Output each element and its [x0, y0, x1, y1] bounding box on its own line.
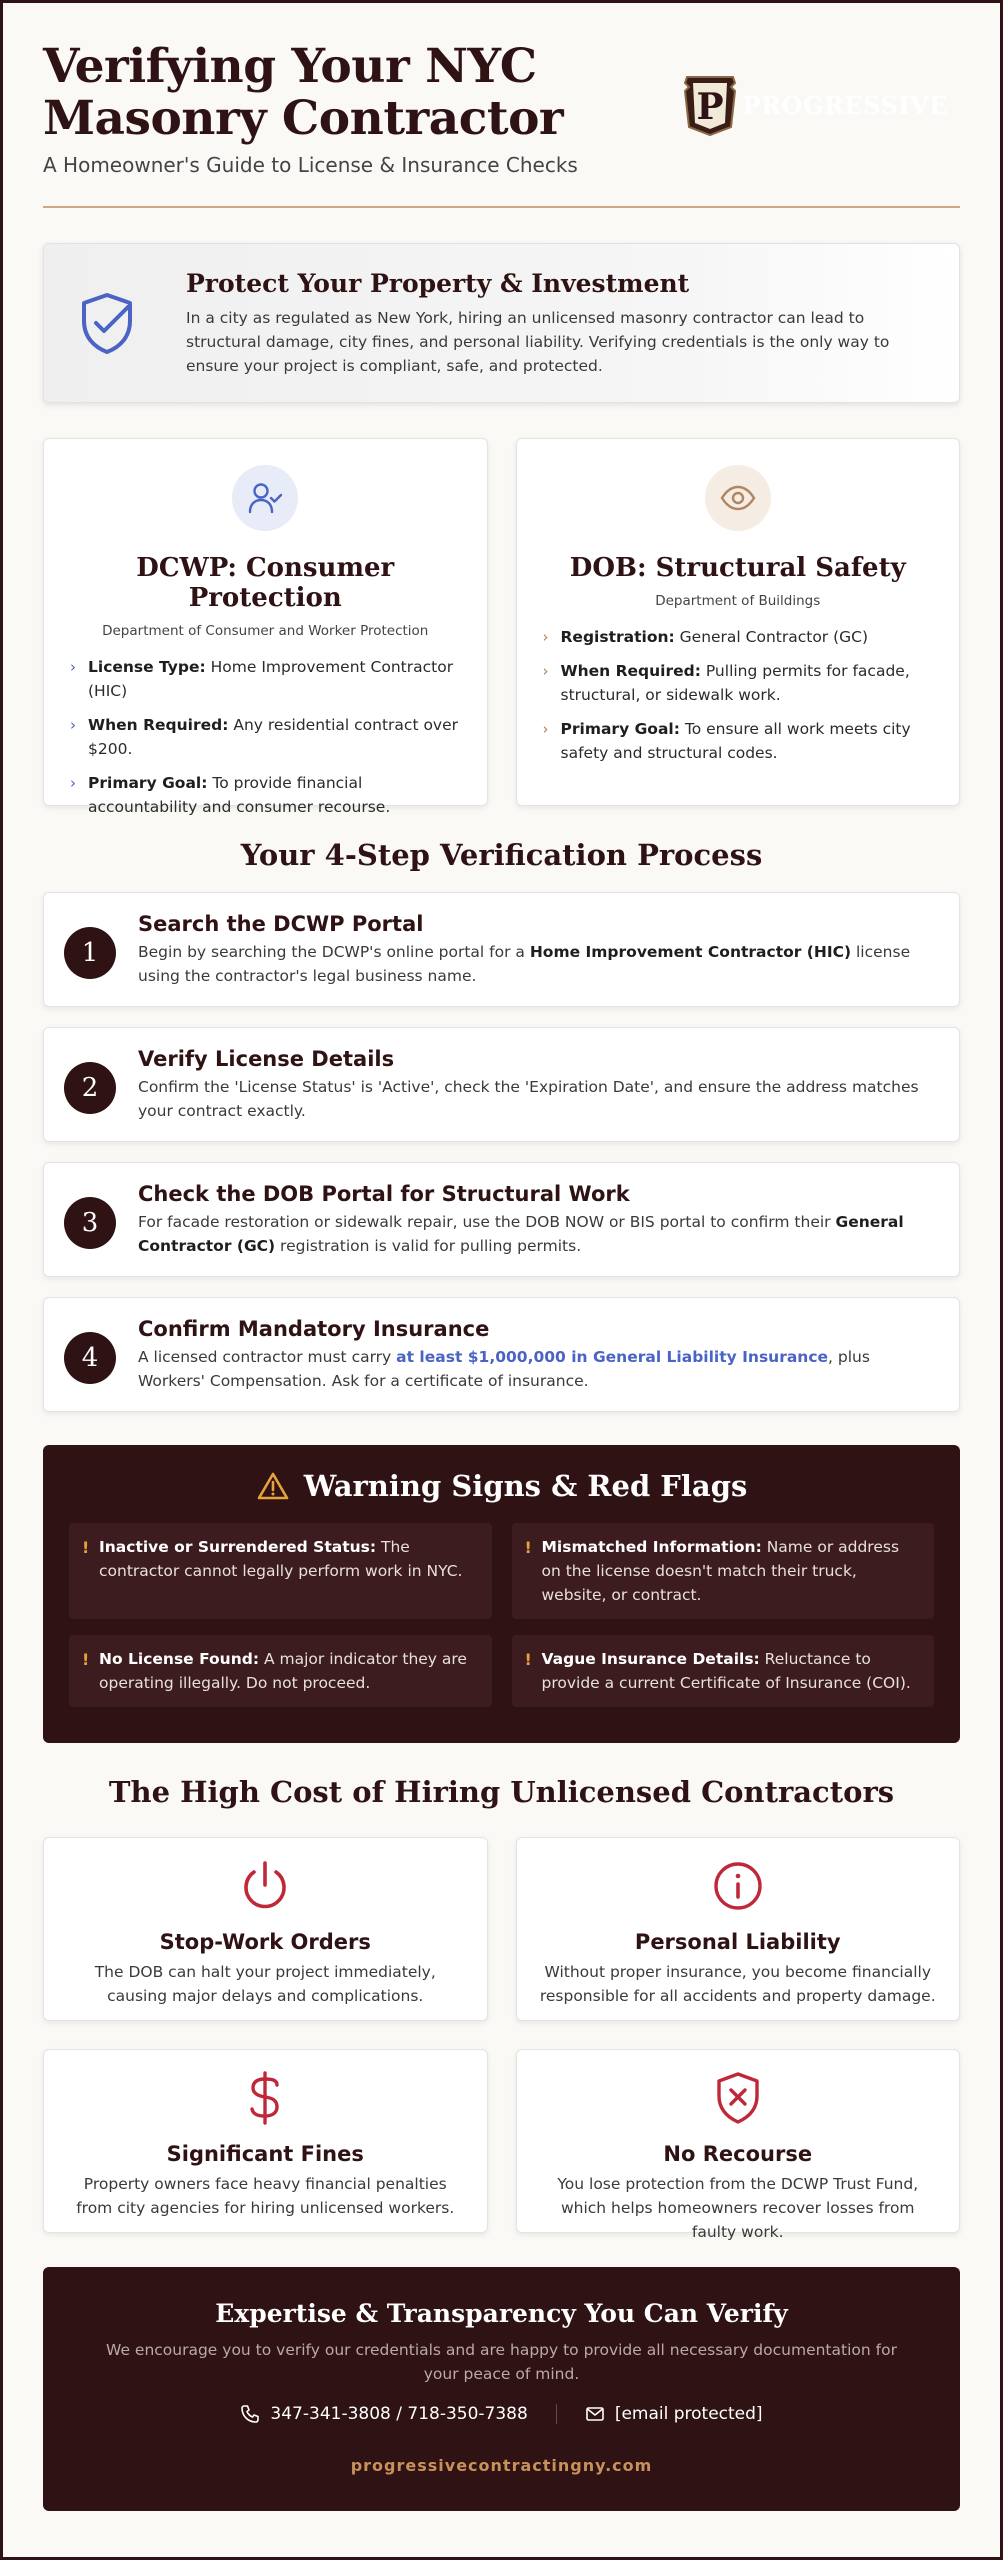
power-icon: [239, 1858, 291, 1914]
cost-text: Without proper insurance, you become financially responsible for all accidents and property damage.: [539, 1963, 936, 2005]
step-text-pre: For facade restoration or sidewalk repair, use the DOB NOW or BIS portal to confirm their: [138, 1212, 836, 1231]
exclamation-icon: !: [524, 1650, 532, 1669]
title-line-1: Verifying Your NYC: [43, 39, 537, 94]
step-text-post: , plus Workers' Compensation. Ask for a certificate of insurance.: [138, 1347, 870, 1390]
svg-text:P: P: [696, 86, 724, 128]
agency-dept: Department of Consumer and Worker Protection: [102, 623, 429, 639]
agency-title: DOB: Structural Safety: [569, 553, 906, 583]
agency-title: DCWP: Consumer Protection: [136, 553, 395, 613]
list-item: [68, 771, 463, 819]
step-text-bold: General Contractor (GC): [138, 1212, 904, 1255]
step-text: [138, 1345, 935, 1393]
cost-title: Personal Liability: [634, 1930, 841, 1954]
item-text: To ensure all work meets city safety and structural codes.: [560, 720, 911, 762]
steps-title: Your 4-Step Verification Process: [240, 838, 763, 872]
shield-check-icon: [78, 291, 136, 355]
chevron-right-icon: ›: [70, 658, 76, 676]
phone-icon: [240, 2404, 260, 2424]
flag-label: Mismatched Information:: [541, 1538, 762, 1556]
item-label: Primary Goal:: [88, 774, 208, 792]
flag-text: Reluctance to provide a current Certificate of Insurance (COI).: [541, 1650, 911, 1692]
list-item: [541, 659, 936, 707]
cost-text: The DOB can halt your project immediately, causing major delays and complications.: [94, 1963, 436, 2005]
warning-triangle-icon: [256, 1471, 290, 1501]
cost-title: No Recourse: [663, 2142, 813, 2166]
company-logo[interactable]: [681, 73, 948, 137]
warning-title-text: Warning Signs & Red Flags: [303, 1469, 748, 1503]
cost-card-liability: [516, 1837, 961, 2021]
step-text: [138, 1075, 935, 1123]
agency-card-dcwp: [43, 438, 488, 816]
flag-label: Inactive or Surrendered Status:: [99, 1538, 377, 1556]
chevron-right-icon: ›: [542, 628, 549, 646]
flag-label: No License Found:: [99, 1650, 260, 1668]
chevron-right-icon: ›: [542, 720, 549, 738]
step-text-highlight: at least $1,000,000 in General Liability Insurance: [396, 1347, 829, 1366]
costs-title: The High Cost of Hiring Unlicensed Contractors: [108, 1775, 895, 1809]
phone-text: 347-341-3808 / 718-350-7388: [270, 2404, 528, 2424]
flag-label: Vague Insurance Details:: [541, 1650, 760, 1668]
item-text: General Contractor (GC): [679, 628, 869, 646]
item-label: When Required:: [560, 662, 701, 680]
email-link[interactable]: [585, 2404, 763, 2424]
red-flag-item: [512, 1523, 935, 1619]
step-text-pre: A licensed contractor must carry: [138, 1347, 397, 1366]
flag-text: The contractor cannot legally perform work in NYC.: [99, 1538, 463, 1580]
step-title: Confirm Mandatory Insurance: [138, 1316, 490, 1341]
eye-icon-circle: [705, 465, 771, 531]
exclamation-icon: !: [524, 1538, 532, 1557]
step-text-post: license using the contractor's legal business name.: [138, 942, 911, 985]
step-text-bold: Home Improvement Contractor (HIC): [529, 942, 852, 961]
warning-title: [69, 1469, 934, 1503]
email-text: [email protected]: [614, 2404, 763, 2424]
cost-card-no-recourse: [516, 2049, 961, 2241]
agency-details-list: [68, 655, 463, 819]
red-flag-item: [69, 1635, 492, 1707]
cost-text: You lose protection from the DCWP Trust Fund, which helps homeowners recover losses from faulty work.: [557, 2175, 919, 2241]
warning-section: [43, 1445, 960, 1743]
envelope-icon: [585, 2405, 605, 2423]
user-check-icon-circle: [232, 465, 298, 531]
step-number: 4: [64, 1332, 116, 1384]
item-label: Registration:: [560, 628, 675, 646]
step-card-4: [43, 1297, 960, 1412]
item-text: Any residential contract over $200.: [88, 716, 459, 758]
logo-text: PROGRESSIVE: [742, 90, 948, 120]
cost-title: Stop-Work Orders: [159, 1930, 371, 1954]
flag-text: A major indicator they are operating illegally. Do not proceed.: [99, 1650, 467, 1692]
step-number: 1: [64, 927, 116, 979]
step-number: 3: [64, 1197, 116, 1249]
chevron-right-icon: ›: [70, 774, 76, 792]
website-link[interactable]: progressivecontractingny.com: [350, 2456, 653, 2475]
item-text: Pulling permits for facade, structural, or sidewalk work.: [560, 662, 910, 704]
red-flag-grid: [69, 1523, 934, 1707]
list-item: [541, 625, 936, 649]
red-flag-item: [69, 1523, 492, 1619]
step-title: Search the DCWP Portal: [138, 911, 424, 936]
footer-desc: We encourage you to verify our credentials and are happy to provide all necessary documentation for your peace of mind.: [106, 2341, 897, 2383]
item-label: Primary Goal:: [560, 720, 680, 738]
step-number: 2: [64, 1062, 116, 1114]
protect-title: Protect Your Property & Investment: [186, 268, 690, 298]
agency-card-dob: [516, 438, 961, 806]
phone-link[interactable]: [240, 2404, 527, 2424]
step-text: [138, 940, 935, 988]
agency-dept: Department of Buildings: [655, 593, 821, 609]
step-card-2: [43, 1027, 960, 1142]
item-text: Home Improvement Contractor (HIC): [88, 658, 454, 700]
exclamation-icon: !: [82, 1650, 90, 1669]
header-divider: [43, 206, 960, 208]
eye-icon: [719, 479, 757, 517]
logo-badge-icon: [681, 73, 739, 137]
contact-row: [43, 2404, 960, 2424]
cost-title: Significant Fines: [166, 2142, 364, 2166]
list-item: [68, 713, 463, 761]
list-item: [68, 655, 463, 703]
list-item: [541, 717, 936, 765]
page: [3, 3, 1000, 2557]
page-subtitle: A Homeowner's Guide to License & Insurance Checks: [43, 153, 578, 177]
step-text-pre: Confirm the 'License Status' is 'Active', check the 'Expiration Date', and ensure the address matches your contract exactly.: [138, 1077, 919, 1120]
user-check-icon: [246, 479, 284, 517]
agency-cards: [43, 438, 960, 816]
cost-card-fines: [43, 2049, 488, 2233]
header: [43, 3, 960, 208]
cost-cards: [43, 1837, 960, 2241]
shield-x-icon: [715, 2071, 761, 2125]
item-label: When Required:: [88, 716, 229, 734]
dollar-icon: [245, 2070, 285, 2126]
step-text-post: registration is valid for pulling permits.: [275, 1236, 582, 1255]
footer-cta: [43, 2267, 960, 2511]
info-circle-icon: [712, 1860, 764, 1912]
contact-divider: [556, 2404, 557, 2424]
item-label: License Type:: [88, 658, 206, 676]
exclamation-icon: !: [82, 1538, 90, 1557]
chevron-right-icon: ›: [542, 662, 549, 680]
cost-text: Property owners face heavy financial penalties from city agencies for hiring unlicensed workers.: [76, 2175, 455, 2217]
footer-title: Expertise & Transparency You Can Verify: [215, 2299, 788, 2328]
step-title: Verify License Details: [138, 1046, 395, 1071]
chevron-right-icon: ›: [70, 716, 76, 734]
step-title: Check the DOB Portal for Structural Work: [138, 1181, 630, 1206]
protect-text: In a city as regulated as New York, hiring an unlicensed masonry contractor can lead to structural damage, city fines, and personal liability. Verifying credentials is the only way to ensure your project is compliant, safe, and protected.: [186, 308, 890, 375]
agency-details-list: [541, 625, 936, 765]
flag-text: Name or address on the license doesn't match their truck, website, or contract.: [541, 1538, 900, 1604]
protect-callout: [43, 243, 960, 403]
item-text: To provide financial accountability and consumer recourse.: [88, 774, 391, 816]
red-flag-item: [512, 1635, 935, 1707]
step-text-pre: Begin by searching the DCWP's online portal for a: [138, 942, 530, 961]
step-card-1: [43, 892, 960, 1007]
cost-card-stop-work: [43, 1837, 488, 2021]
step-text: [138, 1210, 935, 1258]
title-line-2: Masonry Contractor: [43, 91, 564, 146]
step-card-3: [43, 1162, 960, 1277]
